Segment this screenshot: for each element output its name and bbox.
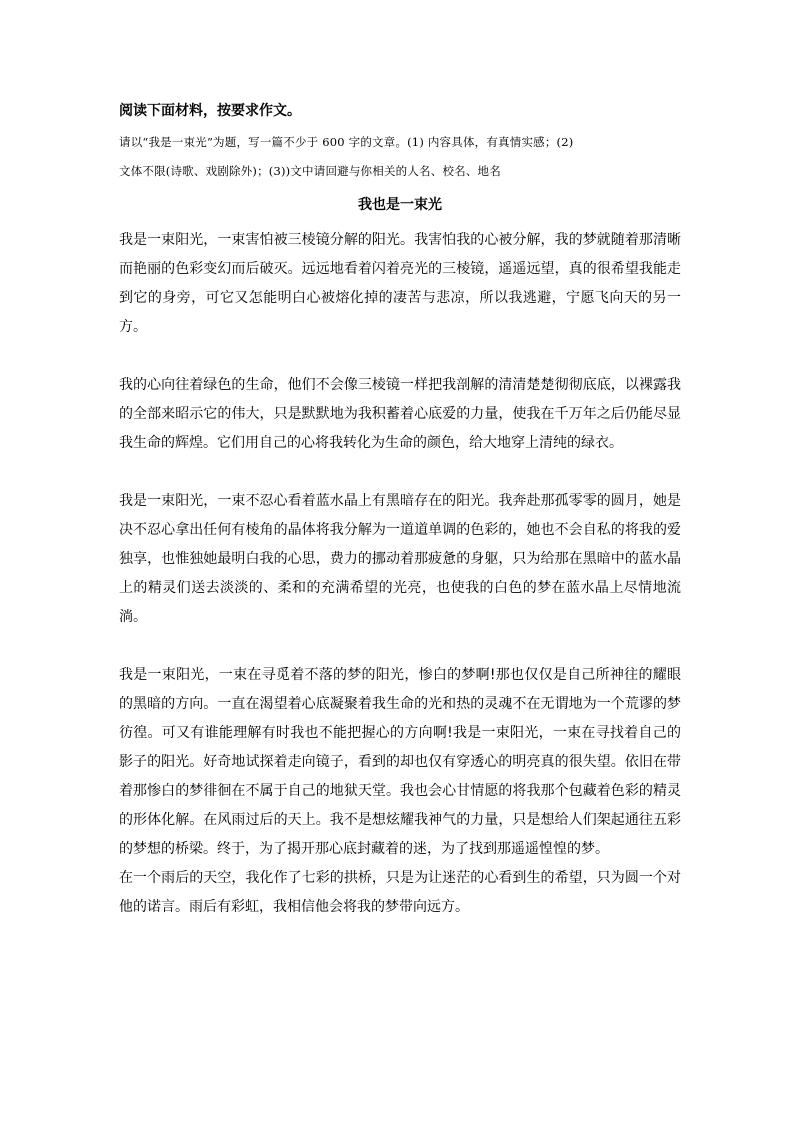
essay-title: 我也是一束光 (358, 197, 442, 213)
essay-paragraph: 我是一束阳光，一束不忍心看着蓝水晶上有黑暗存在的阳光。我奔赴那孤零零的圆月，她是决不忍心拿出任何有棱角的晶体将我分解为一道道单调的色彩的，她也不会自私的将我的爱独享，也惟独她最明白我的心思，费力的挪动着那疲惫的身躯，只为给那在黑暗中的蓝水晶上的精灵们送去淡淡的、柔和的充满希望的光亮，也使我的白色的梦在蓝水晶上尽情地流淌。 (119, 493, 681, 625)
essay-paragraph: 我是一束阳光，一束害怕被三棱镜分解的阳光。我害怕我的心被分解，我的梦就随着那清晰而艳丽的色彩变幻而后破灭。远远地看着闪着亮光的三棱镜，遥遥远望，真的很希望我能走到它的身旁，可它又怎能明白心被熔化掉的凄苦与悲凉，所以我逃避，宁愿飞向天的另一方。 (119, 232, 681, 335)
task-heading: 阅读下面材料，按要求作文。 (119, 103, 301, 119)
essay-body (119, 226, 681, 922)
essay-paragraph: 我的心向往着绿色的生命，他们不会像三棱镜一样把我剖解的清清楚楚彻彻底底，以裸露我的全部来昭示它的伟大，只是默默地为我积蓄着心底爱的力量，使我在千万年之后仍能尽显我生命的辉煌。它们用自己的心将我转化为生命的颜色，给大地穿上清纯的绿衣。 (119, 377, 681, 451)
essay-paragraph: 在一个雨后的天空，我化作了七彩的拱桥，只是为让迷茫的心看到生的希望，只为圆一个对他的诺言。雨后有彩虹，我相信他会将我的梦带向远方。 (119, 870, 681, 915)
essay-paragraph: 我是一束阳光，一束在寻觅着不落的梦的阳光，惨白的梦啊!那也仅仅是自己所神往的耀眼的黑暗的方向。一直在渴望着心底凝聚着我生命的光和热的灵魂不在无谓地为一个荒谬的梦彷徨。可又有谁能理解有时我也不能把握心的方向啊!我是一束阳光，一束在寻找着自己的影子的阳光。好奇地试探着走向镜子，看到的却也仅有穿透心的明亮真的很失望。依旧在带着那惨白的梦徘徊在不属于自己的地狱天堂。我也会心甘情愿的将我那个包藏着色彩的精灵的形体化解。在风雨过后的天上。我不是想炫耀我神气的力量，只是想给人们架起通往五彩的梦想的桥梁。终于，为了揭开那心底封藏着的迷，为了找到那遥遥惶惶的梦。 (119, 667, 681, 857)
task-instructions (119, 128, 681, 186)
instruction-line: 请以“我是一束光”为题，写一篇不少于 600 字的文章。(1) 内容具体，有真情实感；(2) (119, 135, 574, 149)
instruction-line: 文体不限(诗歌、戏剧除外)；(3))文中请回避与你相关的人名、校名、地名 (119, 164, 501, 178)
